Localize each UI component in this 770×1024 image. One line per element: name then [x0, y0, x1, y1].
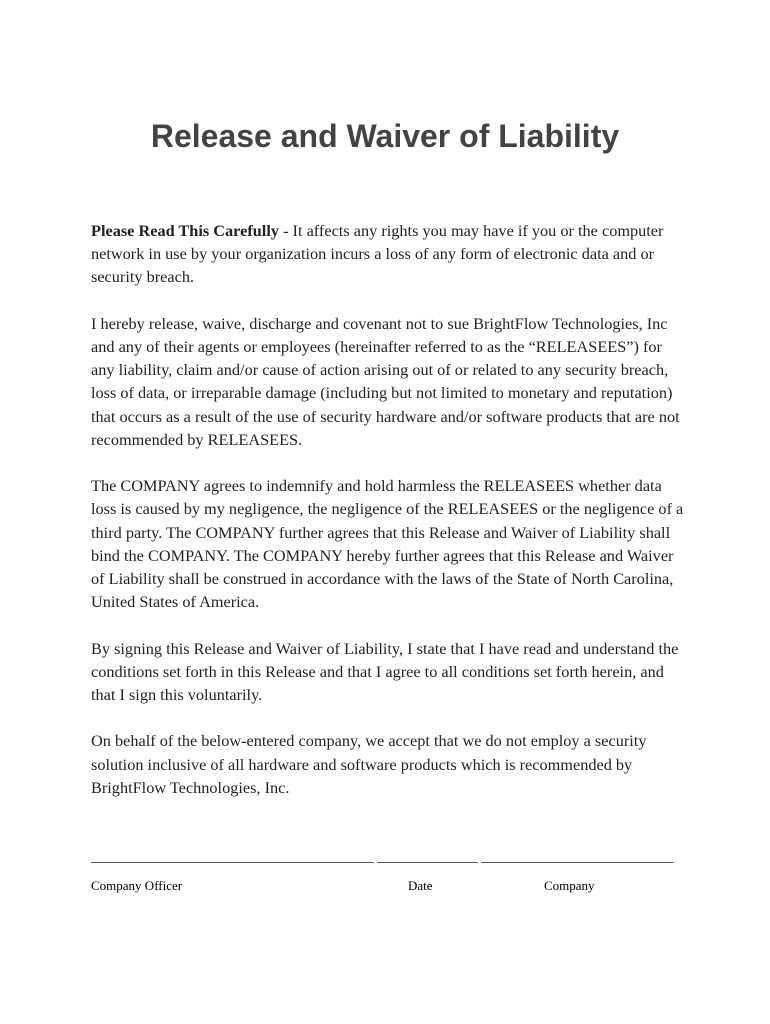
paragraph-acknowledgement: By signing this Release and Waiver of Liability, I state that I have read and understand the conditions set forth in this Release and that I agree to all conditions set forth herein, and that I sign this voluntarily.: [91, 638, 679, 705]
officer-signature-line: [91, 862, 374, 863]
date-signature-line: [377, 862, 478, 863]
paragraph-company-acceptance: On behalf of the below-entered company, we accept that we do not employ a security solution inclusive of all hardware and software products which is recommended by BrightFlow Technologies, Inc.: [91, 731, 647, 797]
company-officer-label: Company Officer: [91, 878, 183, 893]
date-label: Date: [408, 878, 433, 893]
company-label: Company: [544, 878, 595, 893]
paragraph-indemnify: The COMPANY agrees to indemnify and hold harmless the RELEASEES whether data loss is caused by my negligence, the negligence of the RELEASEES or the negligence of a third party. The COMPANY further agrees that this Release and Waiver of Liability shall bind the COMPANY. The COMPANY hereby further agrees that this Release and Waiver of Liability shall be construed in accordance with the laws of the State of North Carolina, United States of America.: [91, 476, 684, 612]
notice-text: - It affects any rights you may have if you or the computer network in use by your organization incurs a loss of any form of electronic data and or security breach.: [91, 221, 664, 287]
paragraph-release: I hereby release, waive, discharge and covenant not to sue BrightFlow Technologies, Inc and any of their agents or employees (hereinafter referred to as the “RELEASEES”) for any liability, claim and/or cause of action arising out of or related to any security breach, loss of data, or irreparable damage (including but not limited to monetary and reputation) that occurs as a result of the use of security hardware and/or software products that are not recommended by RELEASEES.: [91, 313, 680, 449]
paragraph-notice: [91, 219, 687, 289]
document-body: [91, 219, 687, 822]
notice-lead: Please Read This Carefully: [91, 221, 279, 240]
document-title: Release and Waiver of Liability: [150, 118, 620, 154]
company-signature-line: [481, 862, 674, 863]
